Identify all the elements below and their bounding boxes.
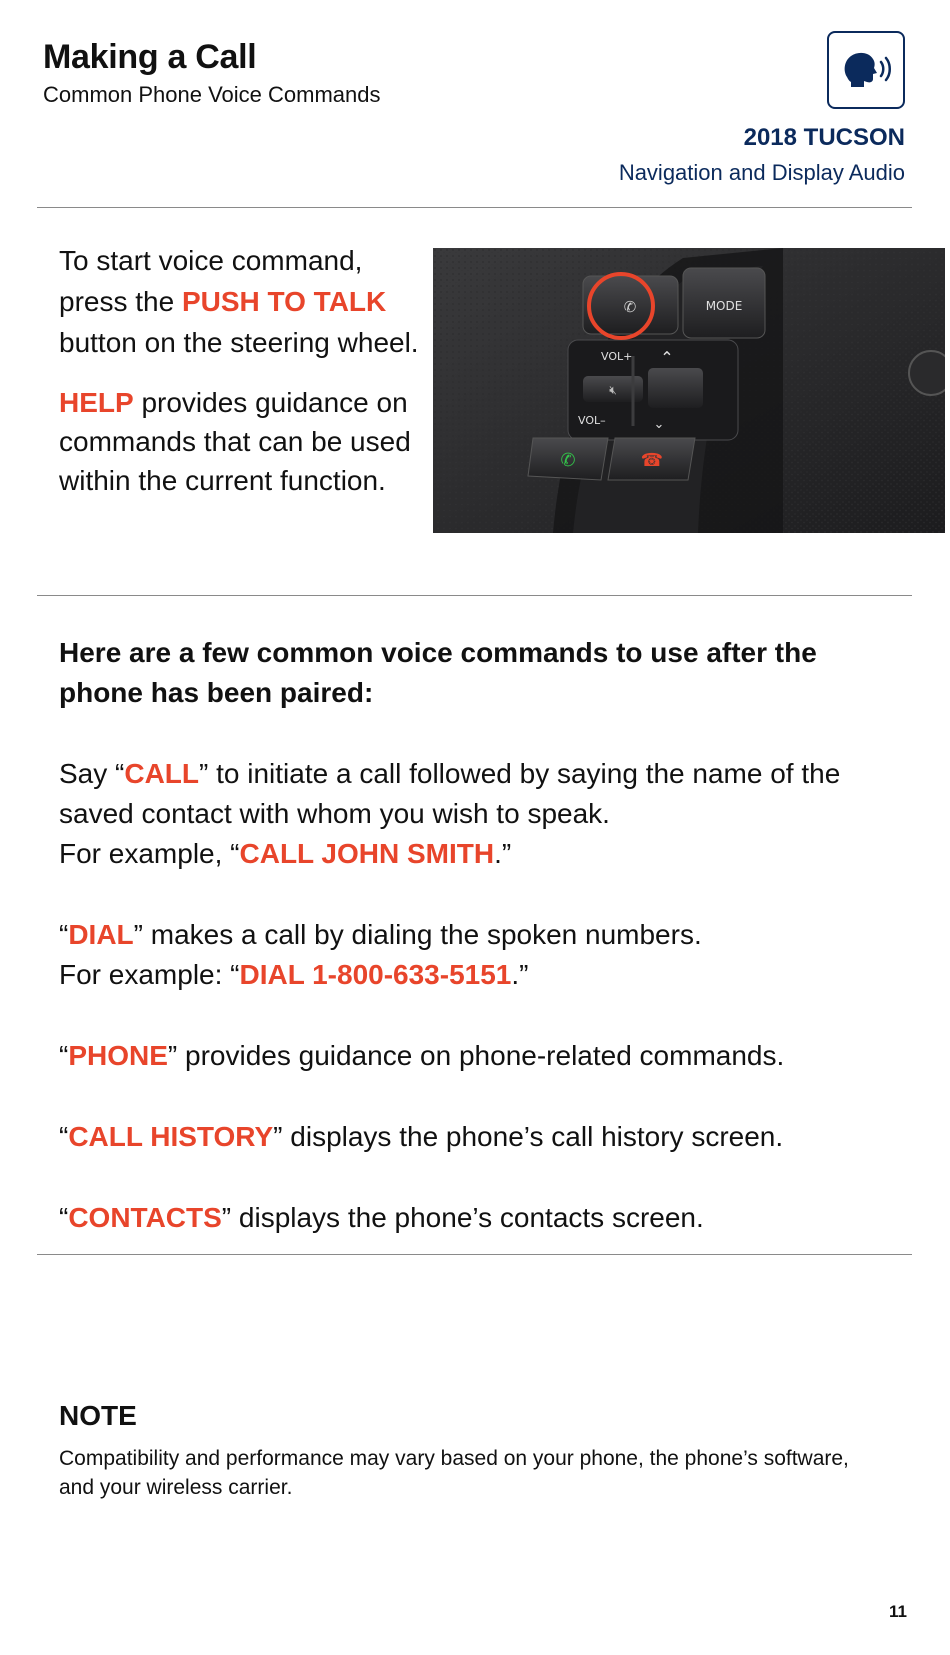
vehicle-model: 2018 TUCSON (743, 124, 905, 151)
commands-intro: Here are a few common voice commands to use after the phone has been paired: (59, 637, 817, 708)
svg-text:🔇︎: 🔇︎ (609, 383, 617, 397)
mode-label: MODE (705, 299, 743, 313)
command-call-history: “CALL HISTORY” displays the phone’s call history screen. (59, 1121, 784, 1152)
divider (37, 1254, 912, 1255)
voice-command-icon-box (827, 31, 905, 109)
command-keyword: CONTACTS (68, 1202, 222, 1233)
manual-section: Navigation and Display Audio (618, 160, 905, 185)
svg-text:⌄: ⌄ (653, 417, 665, 432)
help-highlight: HELP (59, 387, 134, 418)
seek-rocker (648, 368, 703, 408)
command-keyword: PHONE (68, 1040, 168, 1071)
intro-text (59, 240, 419, 500)
command-call: Say “CALL” to initiate a call followed by saying the name of the saved contact with whom you wish to speak. For example, “CALL JOHN SMITH.” (59, 758, 841, 869)
vol-down-label: VOL– (578, 414, 606, 427)
divider (37, 595, 912, 596)
svg-text:✆: ✆ (623, 298, 637, 316)
voice-commands-section (59, 633, 889, 1238)
svg-text:✆: ✆ (560, 450, 576, 471)
command-keyword: CALL (124, 758, 200, 789)
page-title: Making a Call (43, 38, 257, 76)
note-heading: NOTE (59, 1400, 137, 1431)
page-subtitle: Common Phone Voice Commands (43, 82, 381, 107)
page-number: 11 (889, 1602, 907, 1621)
steering-wheel-controls-photo (433, 248, 945, 533)
command-example: CALL JOHN SMITH (239, 838, 495, 869)
command-contacts: “CONTACTS” displays the phone’s contacts screen. (59, 1202, 704, 1233)
command-keyword: DIAL (68, 919, 134, 950)
voice-command-icon (829, 33, 902, 106)
note-text: Compatibility and performance may vary based on your phone, the phone’s software, and your wireless carrier. (59, 1447, 849, 1499)
intro-paragraph-help: HELP provides guidance on commands that can be used within the current function. (59, 387, 411, 496)
divider (37, 207, 912, 208)
command-phone: “PHONE” provides guidance on phone-related commands. (59, 1040, 785, 1071)
command-dial: “DIAL” makes a call by dialing the spoken numbers. For example: “DIAL 1-800-633-5151.” (59, 919, 702, 990)
command-example: DIAL 1-800-633-5151 (239, 959, 512, 990)
intro-paragraph-push-to-talk: To start voice command, press the PUSH TO TALK button on the steering wheel. (59, 245, 419, 358)
command-keyword: CALL HISTORY (68, 1121, 274, 1152)
vol-up-label: VOL+ (601, 350, 633, 363)
svg-text:☎︎: ☎︎ (640, 450, 664, 471)
svg-text:⌃: ⌃ (660, 348, 674, 367)
push-to-talk-highlight: PUSH TO TALK (181, 286, 387, 317)
